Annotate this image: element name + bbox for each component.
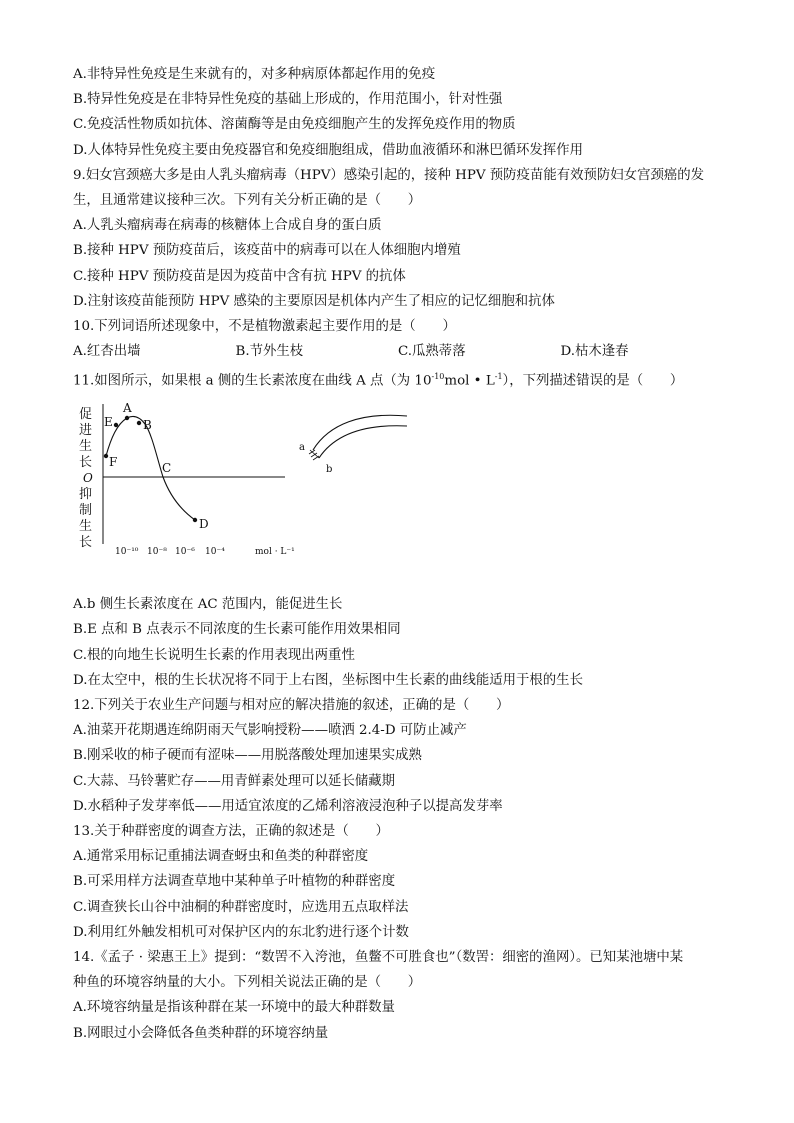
q11-option-c: C.根的向地生长说明生长素的作用表现出两重性 xyxy=(73,647,355,663)
exam-page xyxy=(73,62,723,1046)
q10-option-c: C.瓜熟蒂落 xyxy=(398,344,466,360)
q11-stem-post: ），下列描述错误的是（ ） xyxy=(502,373,684,389)
q13-option-d: D.利用红外触发相机可对保护区内的东北豹进行逐个计数 xyxy=(73,924,409,940)
y-label-upper-0: 促 xyxy=(79,407,93,423)
q13-option-c: C.调查狭长山谷中油桐的种群密度时，应选用五点取样法 xyxy=(73,899,409,915)
x-tick-1: 10⁻⁸ xyxy=(147,547,167,557)
q10-option-d: D.枯木逢春 xyxy=(560,344,629,360)
q11-option-b: B.E 点和 B 点表示不同浓度的生长素可能作用效果相同 xyxy=(73,622,401,638)
point-a xyxy=(125,416,129,420)
q10-option-a: A.红杏出墙 xyxy=(73,344,141,360)
y-label-lower-0: 抑 xyxy=(79,487,93,503)
q12-stem: 12.下列关于农业生产问题与相对应的解决措施的叙述，正确的是（ ） xyxy=(73,697,510,713)
q14-option-a: A.环境容纳量是指该种群在某一环境中的最大种群数量 xyxy=(73,1000,395,1016)
point-f xyxy=(104,454,108,458)
q9-stem-line2: 生，且通常建议接种三次。下列有关分析正确的是（ ） xyxy=(73,193,422,209)
root-bending-diagram xyxy=(299,410,419,480)
q14-stem-line2: 种鱼的环境容纳量的大小。下列相关说法正确的是（ ） xyxy=(73,975,422,991)
q9-option-d: D.注射该疫苗能预防 HPV 感染的主要原因是机体内产生了相应的记忆细胞和抗体 xyxy=(73,293,555,309)
q13-option-a: A.通常采用标记重捕法调查蚜虫和鱼类的种群密度 xyxy=(73,849,369,865)
q12-option-c: C.大蒜、马铃薯贮存——用青鲜素处理可以延长储藏期 xyxy=(73,773,396,789)
q14-option-b: B.网眼过小会降低各鱼类种群的环境容纳量 xyxy=(73,1025,329,1041)
point-d-label: D xyxy=(199,517,209,532)
point-e-label: E xyxy=(104,415,113,430)
q13-stem: 13.关于种群密度的调查方法，正确的叙述是（ ） xyxy=(73,823,389,839)
q8-option-d: D.人体特异性免疫主要由免疫器官和免疫细胞组成，借助血液循环和淋巴循环发挥作用 xyxy=(73,142,583,158)
root-side-a-label: a xyxy=(299,442,305,454)
point-f-label: F xyxy=(109,455,118,470)
q10-options xyxy=(73,339,723,364)
q11-option-a: A.b 侧生长素浓度在 AC 范围内，能促进生长 xyxy=(73,597,343,613)
growth-curve-graph xyxy=(73,396,313,556)
q11-stem-exp1: -10 xyxy=(431,372,445,382)
point-d xyxy=(193,518,197,522)
q12-option-d: D.水稻种子发芽率低——用适宜浓度的乙烯利溶液浸泡种子以提高发芽率 xyxy=(73,798,503,814)
q12-option-a: A.油菜开花期遇连绵阴雨天气影响授粉——喷洒 2.4-D 可防止减产 xyxy=(73,723,467,739)
q11-figure xyxy=(73,396,723,586)
y-label-lower-3: 长 xyxy=(79,535,93,551)
origin-label: O xyxy=(83,471,93,486)
y-label-lower-1: 制 xyxy=(79,503,93,519)
q8-option-a: A.非特异性免疫是生来就有的，对多种病原体都起作用的免疫 xyxy=(73,67,436,82)
q11-stem xyxy=(73,364,723,394)
q8-option-c: C.免疫活性物质如抗体、溶菌酶等是由免疫细胞产生的发挥免疫作用的物质 xyxy=(73,117,516,133)
y-label-upper-1: 进 xyxy=(79,423,93,439)
q9-option-a: A.人乳头瘤病毒在病毒的核糖体上合成自身的蛋白质 xyxy=(73,218,382,234)
point-b xyxy=(137,421,141,425)
q11-option-d: D.在太空中，根的生长状况将不同于上右图，坐标图中生长素的曲线能适用于根的生长 xyxy=(73,672,583,688)
q11-stem-exp2: -1 xyxy=(494,372,503,382)
q9-option-b: B.接种 HPV 预防疫苗后，该疫苗中的病毒可以在人体细胞内增殖 xyxy=(73,243,461,259)
q9-stem-line1: 9.妇女宫颈癌大多是由人乳头瘤病毒（HPV）感染引起的，接种 HPV 预防疫苗能有效预防妇女宫颈癌的发 xyxy=(73,167,705,183)
x-tick-2: 10⁻⁶ xyxy=(175,547,195,557)
x-tick-0: 10⁻¹⁰ xyxy=(115,547,139,557)
q10-stem: 10.下列词语所述现象中，不是植物激素起主要作用的是（ ） xyxy=(73,319,456,335)
q11-stem-pre: 11.如图所示，如果根 a 侧的生长素浓度在曲线 A 点（为 10 xyxy=(73,373,432,389)
q9-option-c: C.接种 HPV 预防疫苗是因为疫苗中含有抗 HPV 的抗体 xyxy=(73,268,406,284)
point-b-label: B xyxy=(143,418,152,433)
q14-stem-line1: 14.《孟子 · 梁惠王上》提到：“数罟不入洿池，鱼鳖不可胜食也”（数罟：细密的渔网）。已知某池塘中某 xyxy=(73,949,684,965)
q8-option-b: B.特异性免疫是在非特异性免疫的基础上形成的，作用范围小，针对性强 xyxy=(73,92,503,108)
q11-stem-mid: mol • L xyxy=(444,373,495,389)
point-c-label: C xyxy=(162,461,172,476)
point-e xyxy=(114,423,118,427)
root-inner-edge xyxy=(319,426,407,458)
q13-option-b: B.可采用样方法调查草地中某种单子叶植物的种群密度 xyxy=(73,874,396,890)
y-label-lower-2: 生 xyxy=(79,519,93,535)
y-label-upper-3: 长 xyxy=(79,455,93,471)
q10-option-b: B.节外生枝 xyxy=(235,344,304,360)
root-side-b-label: b xyxy=(326,464,333,476)
q12-option-b: B.刚采收的柿子硬而有涩味——用脱落酸处理加速果实成熟 xyxy=(73,748,422,764)
x-unit: mol · L⁻¹ xyxy=(255,547,295,557)
root-outer-edge xyxy=(313,415,407,450)
y-label-upper-2: 生 xyxy=(79,439,93,455)
root-tip-hatch xyxy=(309,450,319,460)
x-tick-3: 10⁻⁴ xyxy=(205,547,225,557)
point-a-label: A xyxy=(123,401,132,416)
